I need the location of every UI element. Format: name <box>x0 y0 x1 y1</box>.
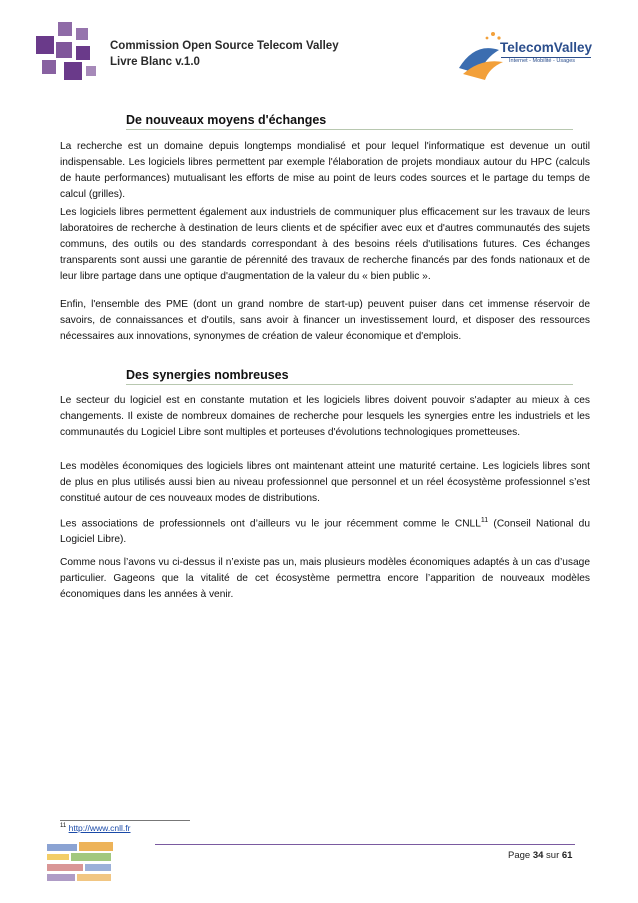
cnll-text-before: Les associations de professionnels ont d’ailleurs vu le jour récemment comme le CNLL <box>60 518 481 530</box>
document-header-title <box>110 38 339 70</box>
heading-rule <box>126 129 573 130</box>
page-total: 61 <box>561 850 573 861</box>
footnote-number: 11 <box>60 823 67 830</box>
commission-logo <box>36 22 104 88</box>
brand-tagline: Internet - Mobilité - Usages <box>509 58 576 64</box>
header-title-line1: Commission Open Source Telecom Valley <box>110 40 339 52</box>
page-current: 34 <box>532 850 544 861</box>
page-label: Page <box>508 850 531 861</box>
header-title-line2: Livre Blanc v.1.0 <box>110 56 200 68</box>
cnll-text-after: (Conseil National du Logiciel Libre). <box>60 518 590 546</box>
page-separator: sur <box>546 850 560 861</box>
footer-logo <box>45 840 117 886</box>
paragraph: La recherche est un domaine depuis longtemps mondialisé et pour lequel l'informatique est devenue un outil indispensable. Les logiciels libres permettent par exemple l'élaboration de projets mondiaux autour du HPC (calculs de haute performances) mutualisant les efforts de mise au point de leurs codes sources et le partage du temps de calcul (grilles). <box>60 141 590 200</box>
telecom-valley-logo <box>455 28 595 84</box>
paragraph-cnll <box>60 513 590 548</box>
paragraph: Enfin, l'ensemble des PME (dont un grand nombre de start-up) peuvent puiser dans cet immense réservoir de savoirs, de connaissances et d'outils, sans avoir à financer un investissement lourd, et disposer des ressources nécessaires aux innovations, synonymes de création de valeur économique et d'emplois. <box>60 299 590 342</box>
section-heading-echanges: De nouveaux moyens d'échanges <box>126 113 327 127</box>
heading-rule <box>126 384 573 385</box>
footnote <box>60 823 131 833</box>
paragraph: Les modèles économiques des logiciels libres ont maintenant atteint une maturité certaine. Les logiciels libres sont de plus en plus utilisés aussi bien au niveau professionnel que personnel et un réel écosystème professionnel s’est constitué autour de ces nouveaux modes de distributions. <box>60 461 590 504</box>
paragraph: Le secteur du logiciel est en constante mutation et les logiciels libres doivent pouvoir s'adapter au mieux à ces changements. Il existe de nombreux domaines de recherche pour lesquels les synergies entre les industriels et les communautés du Logiciel Libre sont multiples et porteuses d'évolutions technologiques prometteuses. <box>60 395 590 438</box>
paragraph: Les logiciels libres permettent également aux industriels de communiquer plus efficacement sur les travaux de leurs laboratoires de recherche à destination de leurs clients et de spécifier avec eux et d'autres communautés des sujets communs, des outils ou des standards correspondant à des besoins réels d'utilisations futures. Ces échanges transparents sont aussi une garantie de pérennité des travaux de recherche financés par des fonds nationaux et de leur libre partage dans une optique d'augmentation de la valeur du « bien public ». <box>60 207 590 282</box>
footnote-link[interactable]: http://www.cnll.fr <box>68 823 131 833</box>
footnote-reference[interactable]: 11 <box>480 517 489 524</box>
footnote-separator <box>60 820 190 821</box>
section-heading-synergies: Des synergies nombreuses <box>126 368 289 382</box>
paragraph: Comme nous l’avons vu ci-dessus il n’existe pas un, mais plusieurs modèles économiques adaptés à un cas d’usage particulier. Gageons que la vitalité de cet écosystème permettra encore l’apparition de nouveaux modèles économiques dans les années à venir. <box>60 557 590 600</box>
page-number <box>508 850 572 861</box>
brand-name: TelecomValley <box>500 40 593 55</box>
footer-rule <box>155 844 575 845</box>
